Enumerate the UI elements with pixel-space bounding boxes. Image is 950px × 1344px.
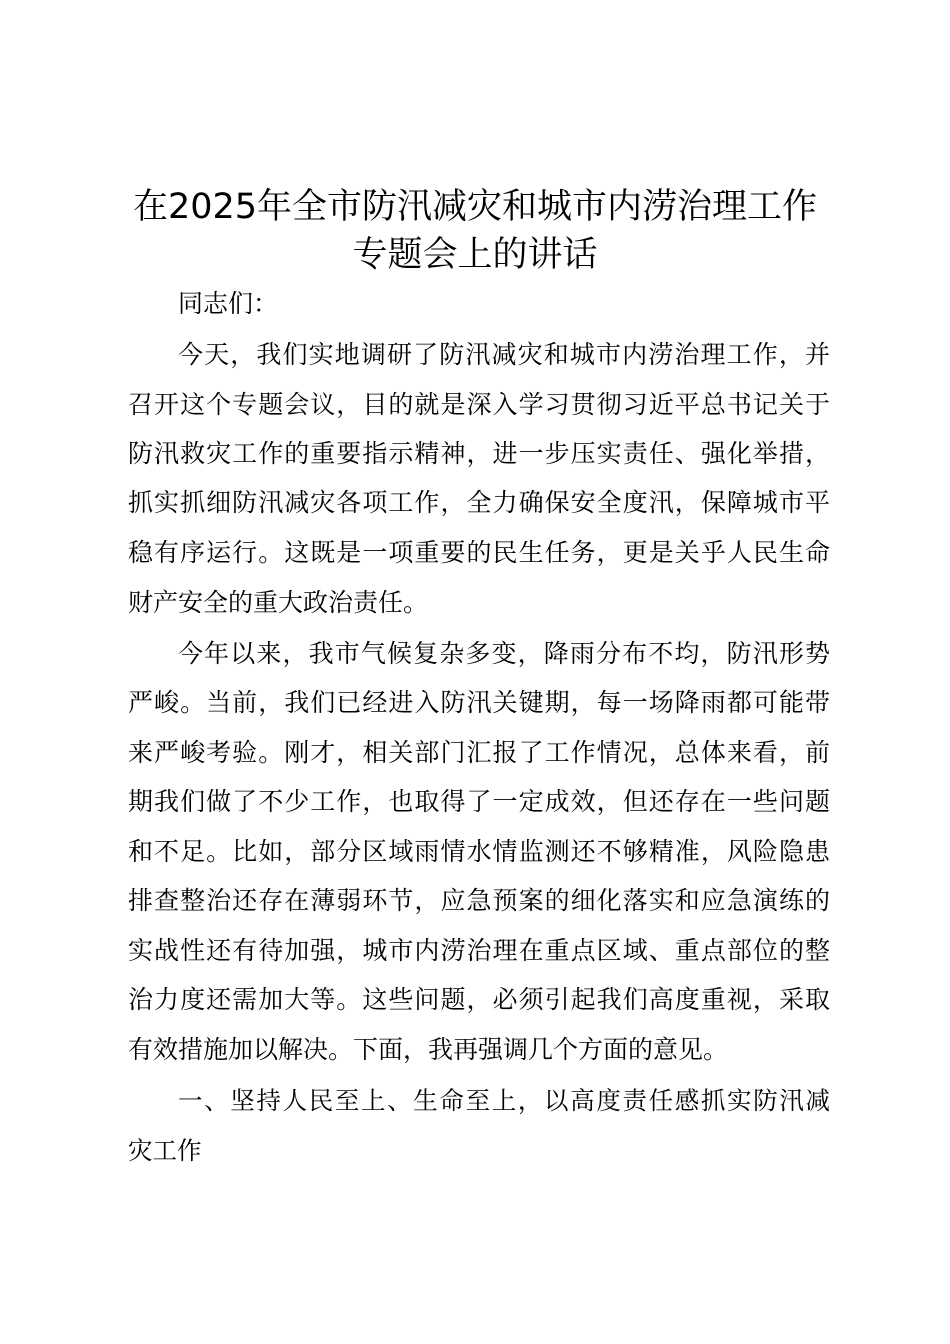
paragraph-1-line-4: 抓实抓细防汛减灾各项工作，全力确保安全度汛，保障城市平 (128, 488, 830, 517)
paragraph-2-line-9: 有效措施加以解决。下面，我再强调几个方面的意见。 (128, 1035, 729, 1064)
section-heading-line-1: 一、坚持人民至上、生命至上，以高度责任感抓实防汛减 (178, 1086, 830, 1115)
section-heading-line-2: 灾工作 (128, 1136, 202, 1165)
paragraph-2-line-3: 来严峻考验。刚才，相关部门汇报了工作情况，总体来看，前 (128, 738, 830, 767)
paragraph-2-line-2: 严峻。当前，我们已经进入防汛关键期，每一场降雨都可能带 (128, 688, 830, 717)
paragraph-2-line-5: 和不足。比如，部分区域雨情水情监测还不够精准，风险隐患 (128, 837, 830, 866)
document-title-line-2: 专题会上的讲话 (352, 235, 598, 275)
paragraph-2-line-1: 今年以来，我市气候复杂多变，降雨分布不均，防汛形势 (178, 639, 830, 668)
paragraph-1-line-5: 稳有序运行。这既是一项重要的民生任务，更是关乎人民生命 (128, 538, 830, 567)
salutation: 同志们： (178, 289, 279, 318)
paragraph-1-line-1: 今天，我们实地调研了防汛减灾和城市内涝治理工作，并 (178, 340, 830, 369)
paragraph-2-line-4: 期我们做了不少工作，也取得了一定成效，但还存在一些问题 (128, 787, 830, 816)
paragraph-1-line-6: 财产安全的重大政治责任。 (128, 588, 429, 617)
paragraph-2-line-6: 排查整治还存在薄弱环节，应急预案的细化落实和应急演练的 (128, 886, 830, 915)
paragraph-2-line-8: 治力度还需加大等。这些问题，必须引起我们高度重视，采取 (128, 985, 830, 1014)
document-title-line-1: 在2025年全市防汛减灾和城市内涝治理工作 (132, 187, 818, 227)
paragraph-2-line-7: 实战性还有待加强，城市内涝治理在重点区域、重点部位的整 (128, 936, 830, 965)
paragraph-1-line-2: 召开这个专题会议，目的就是深入学习贯彻习近平总书记关于 (128, 390, 830, 419)
paragraph-1-line-3: 防汛救灾工作的重要指示精神，进一步压实责任、强化举措， (128, 439, 830, 468)
